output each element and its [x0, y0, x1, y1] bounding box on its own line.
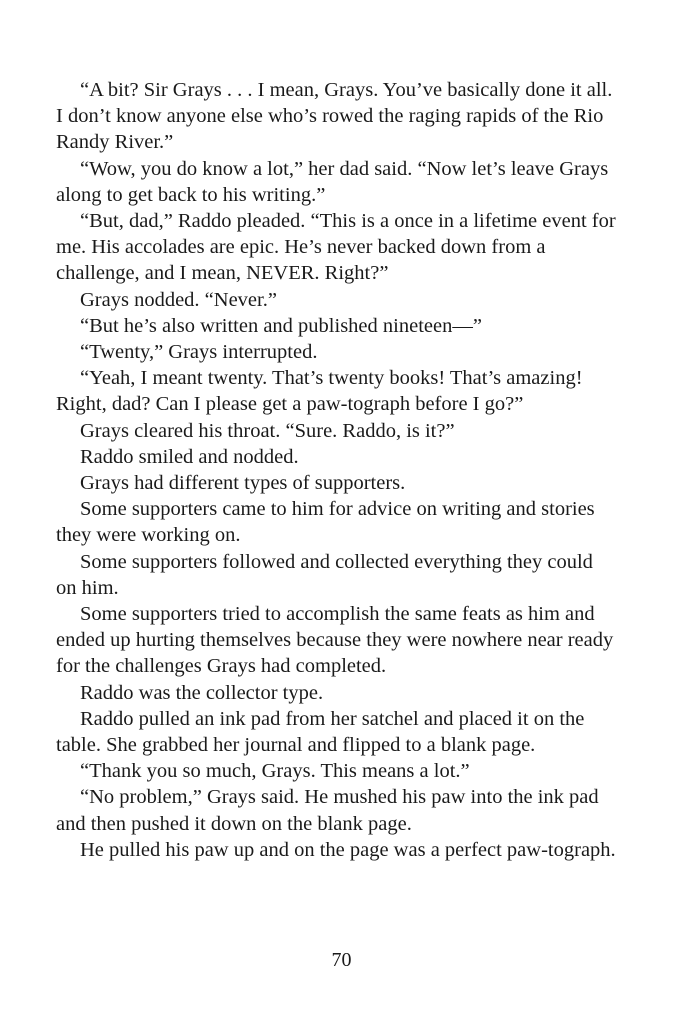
paragraph: Some supporters tried to accomplish the same feats as him and ended up hurting themselves because they were nowhere near ready for the challenges Grays had completed. — [56, 603, 614, 678]
page-number: 70 — [331, 949, 352, 971]
paragraph: “A bit? Sir Grays . . . I mean, Grays. You’ve basically done it all. I don’t know anyone else who’s rowed the raging rapids of the Rio Randy River.” — [56, 79, 613, 154]
paragraph: Grays had different types of supporters. — [80, 472, 406, 495]
paragraph: “Wow, you do know a lot,” her dad said. “Now let’s leave Grays along to get back to his writing.” — [56, 157, 609, 206]
paragraph: Grays cleared his throat. “Sure. Raddo, is it?” — [80, 419, 455, 442]
paragraph: He pulled his paw up and on the page was a perfect paw-tograph. — [80, 838, 616, 861]
paragraph: Raddo pulled an ink pad from her satchel and placed it on the table. She grabbed her journal and flipped to a blank page. — [56, 707, 585, 757]
paragraph: “Twenty,” Grays interrupted. — [80, 341, 318, 364]
paragraph: “But, dad,” Raddo pleaded. “This is a once in a lifetime event for me. His accolades are epic. He’s never backed down from a challenge, and I mean, NEVER. Right?” — [56, 210, 616, 285]
paragraph: “Yeah, I meant twenty. That’s twenty books! That’s amazing! Right, dad? Can I please get a paw-tograph before I go?” — [56, 367, 583, 416]
paragraph: Some supporters followed and collected everything they could on him. — [56, 550, 593, 599]
paragraph: “No problem,” Grays said. He mushed his paw into the ink pad and then pushed it down on the blank page. — [56, 786, 599, 835]
paragraph: Some supporters came to him for advice on writing and stories they were working on. — [56, 498, 595, 547]
paragraph: Grays nodded. “Never.” — [80, 288, 277, 311]
paragraph: “Thank you so much, Grays. This means a lot.” — [80, 760, 470, 783]
paragraph: Raddo smiled and nodded. — [80, 445, 299, 468]
body-text — [56, 77, 616, 863]
paragraph: Raddo was the collector type. — [80, 681, 324, 704]
paragraph: “But he’s also written and published nineteen—” — [80, 314, 482, 337]
